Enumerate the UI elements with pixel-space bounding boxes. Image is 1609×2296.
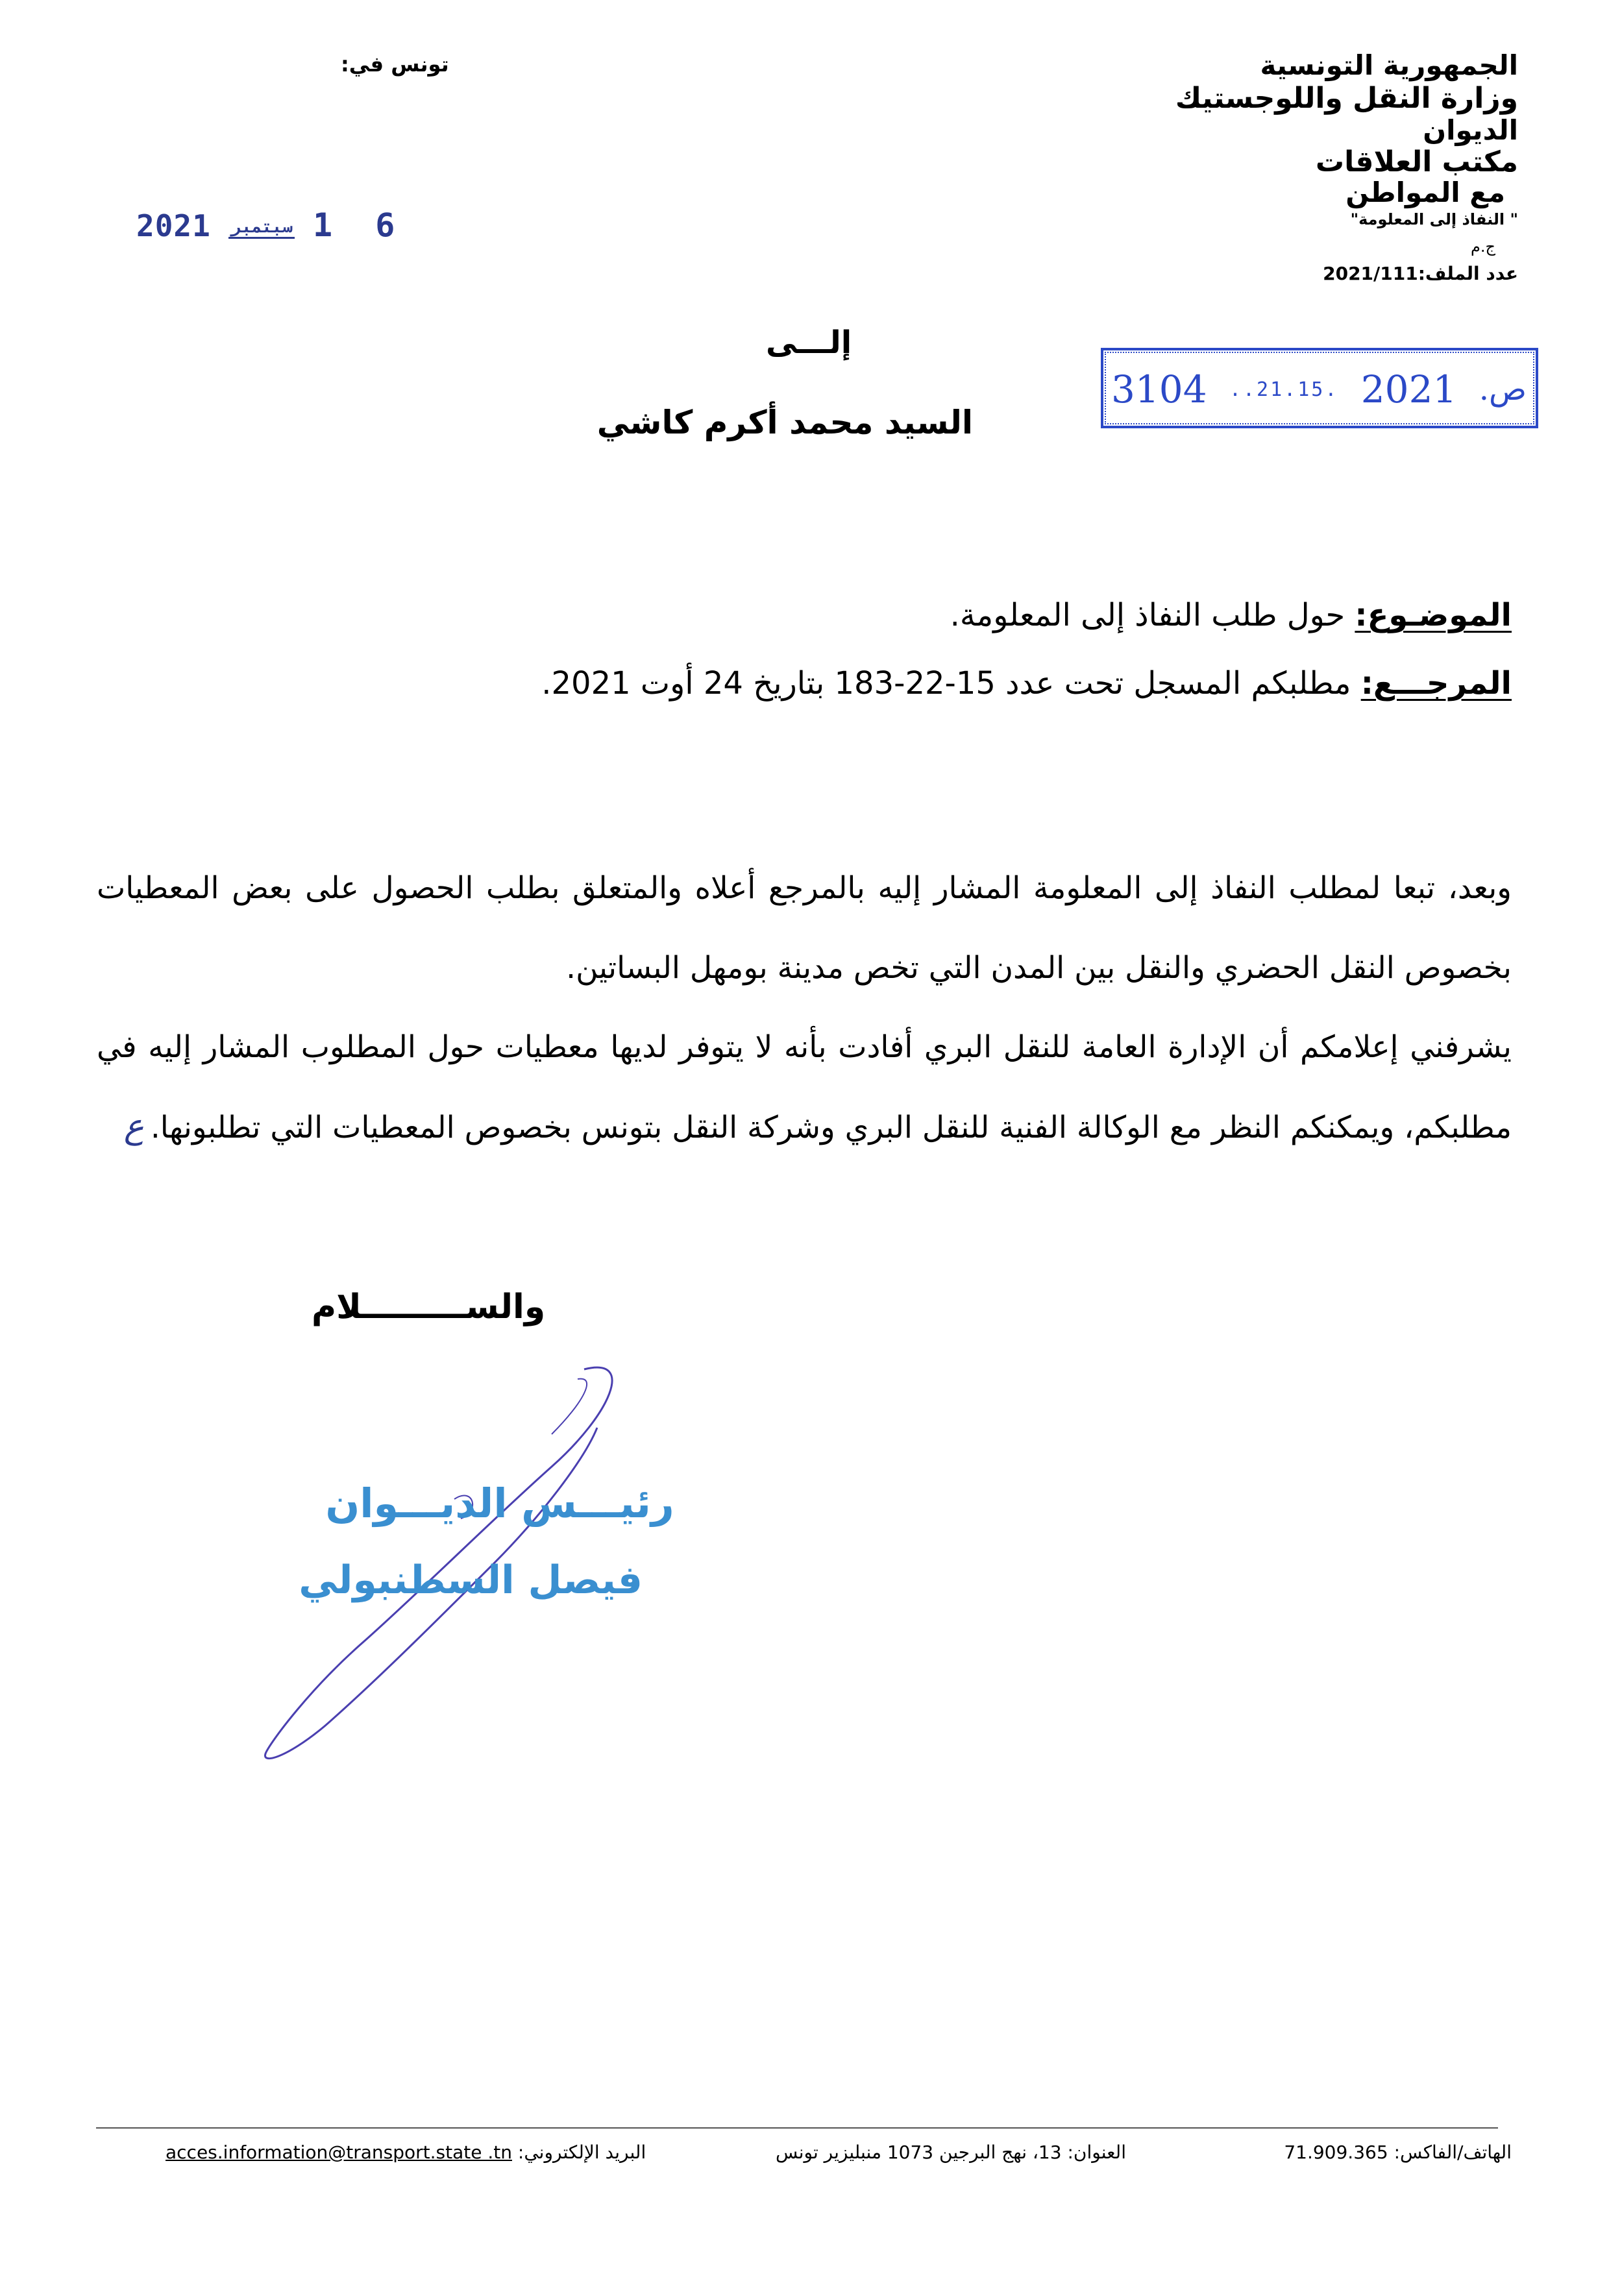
footer-address bbox=[776, 2142, 1126, 2163]
reception-stamp-text bbox=[1111, 363, 1527, 415]
footer-phone-value: 71.909.365 bbox=[1284, 2142, 1388, 2163]
handwritten-initial-mark: ع bbox=[123, 1107, 144, 1146]
body-paragraph-2 bbox=[97, 1007, 1512, 1167]
header-relations-office: مكتب العلاقات bbox=[1315, 145, 1518, 178]
footer-phone bbox=[1284, 2142, 1512, 2163]
file-number-value: 2021/111 bbox=[1323, 263, 1418, 284]
place-date-label: تونس في: bbox=[341, 52, 449, 77]
reference-line bbox=[541, 665, 1512, 702]
signature-title: رئيـــس الديـــوان bbox=[325, 1480, 674, 1527]
footer-phone-label: الهاتف/الفاكس: bbox=[1394, 2142, 1512, 2163]
reception-year: 2021 bbox=[1360, 367, 1457, 411]
to-label: إلـــى bbox=[766, 324, 852, 361]
reception-prefix: ص. bbox=[1479, 371, 1527, 408]
file-number-label: عدد الملف: bbox=[1418, 263, 1518, 284]
footer-email-label: البريد الإلكتروني: bbox=[517, 2142, 646, 2163]
date-stamp bbox=[136, 206, 406, 244]
footer-email-value[interactable]: acces.information@transport.state .tn bbox=[166, 2142, 512, 2163]
header-republic: الجمهورية التونسية bbox=[1260, 49, 1518, 81]
footer-address-label: العنوان: bbox=[1067, 2142, 1126, 2163]
date-stamp-month: سبتمبر bbox=[228, 217, 295, 239]
header-initials: ج.م bbox=[1471, 238, 1495, 256]
footer-email bbox=[166, 2142, 646, 2163]
reference-text: مطلبكم المسجل تحت عدد 15-22-183 بتاريخ 24 أوت 2021. bbox=[541, 665, 1361, 702]
header-with-citizen: مع المواطن bbox=[1345, 177, 1505, 208]
subject-label: الموضـوع: bbox=[1355, 597, 1512, 633]
footer-divider bbox=[96, 2127, 1498, 2129]
subject-text: حول طلب النفاذ إلى المعلومة. bbox=[950, 597, 1355, 633]
header-access-info: " النفاذ إلى المعلومة" bbox=[1350, 210, 1518, 228]
date-stamp-year: 2021 bbox=[136, 208, 211, 243]
subject-line bbox=[950, 597, 1512, 633]
signature-name: فيصل السطنبولي bbox=[299, 1557, 643, 1603]
reference-label: المرجـــع: bbox=[1360, 665, 1512, 702]
reception-date-parts: ..21.15. bbox=[1229, 378, 1339, 401]
header-cabinet: الديوان bbox=[1423, 114, 1518, 146]
footer-address-value: 13، نهج البرجين 1073 منبليزير تونس bbox=[776, 2142, 1062, 2163]
body-paragraph-1: وبعد، تبعا لمطلب النفاذ إلى المعلومة المشار إليه بالمرجع أعلاه والمتعلق بطلب الحصول على بعض المعطيات بخصوص النقل الحضري والنقل بين المدن التي تخص مدينة بومهل البساتين. bbox=[97, 870, 1512, 986]
date-stamp-day: 1 6 bbox=[312, 206, 407, 244]
body-paragraph-2-text: يشرفني إعلامكم أن الإدارة العامة للنقل البري أفادت بأنه لا يتوفر لديها معطيات حول المطلوب المشار إليه في مطلبكم، ويمكنكم النظر مع الوكالة الفنية للنقل البري وشركة النقل بتونس بخصوص المعطيات التي تطلبونها. bbox=[97, 1029, 1512, 1145]
closing-salutation: والســـــــــلام bbox=[312, 1288, 546, 1326]
header-ministry: وزارة النقل واللوجستيك bbox=[1175, 82, 1518, 115]
reception-number: 3104 bbox=[1111, 367, 1207, 411]
addressee-name: السيد محمد أكرم كاشي bbox=[596, 404, 973, 441]
file-number bbox=[1323, 265, 1518, 283]
